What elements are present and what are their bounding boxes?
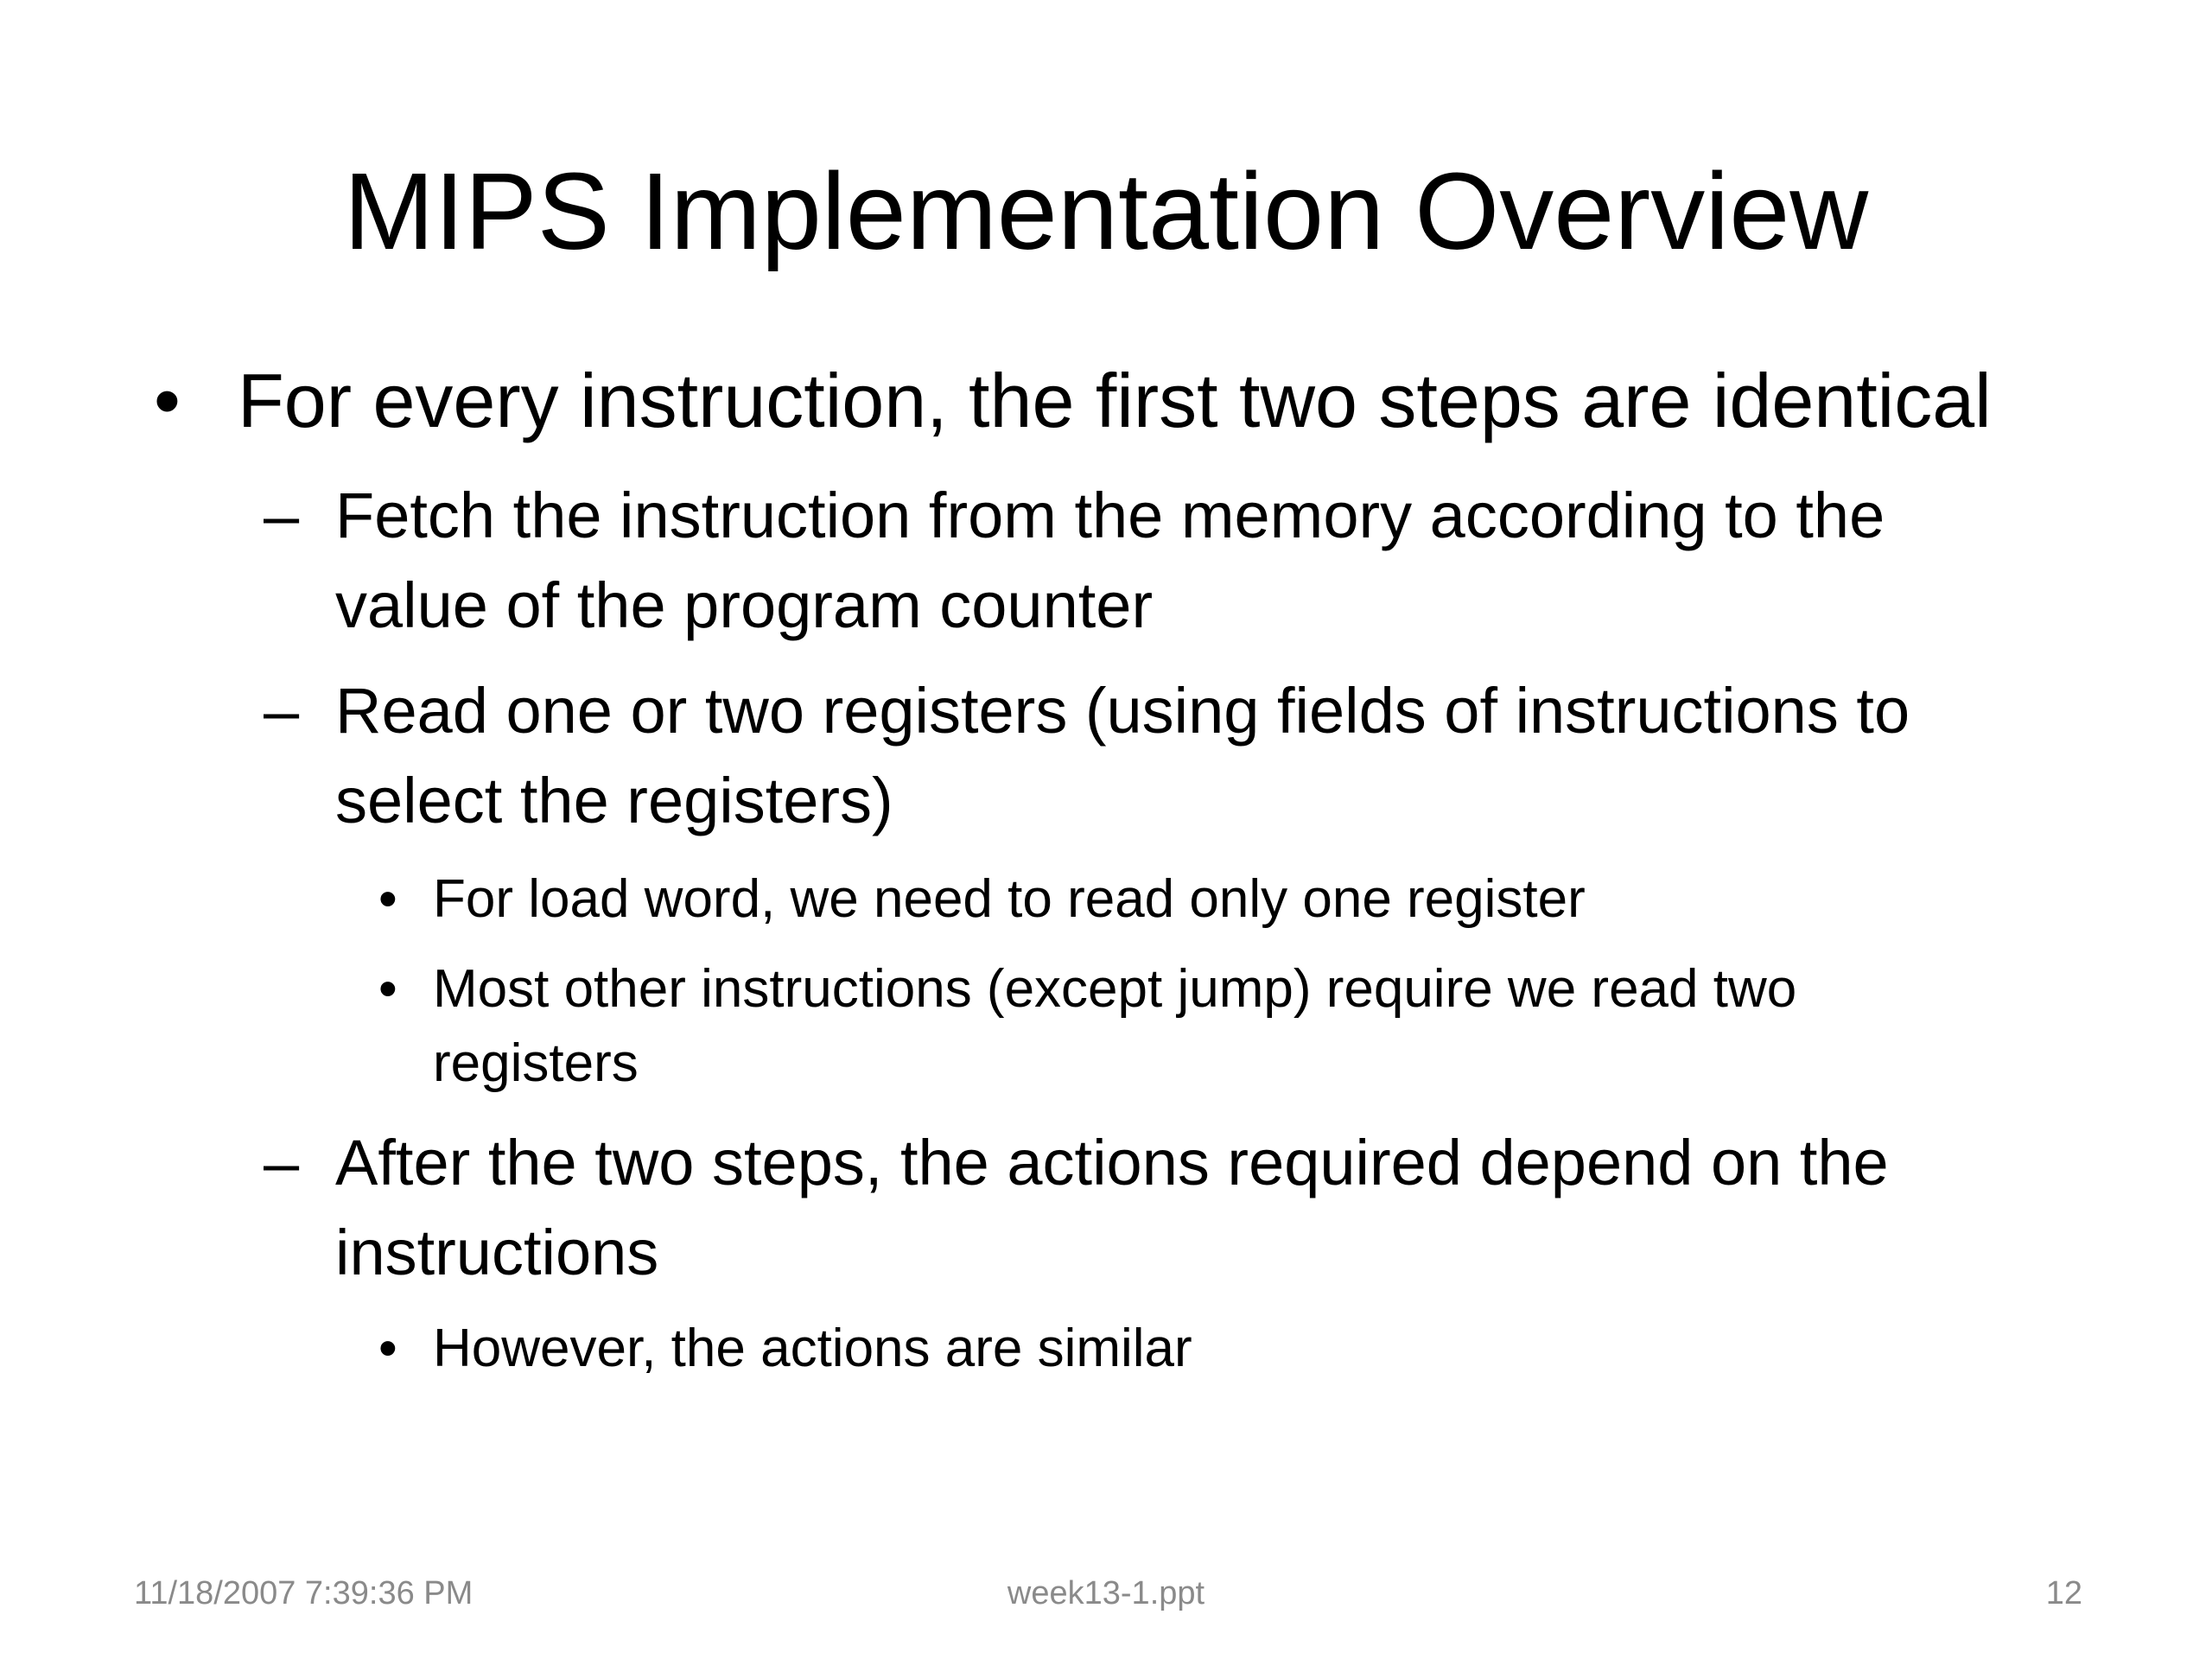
bullet-text: However, the actions are similar xyxy=(433,1319,1192,1378)
bullet-text: For load word, we need to read only one register xyxy=(433,869,1586,929)
bullet-marker: – xyxy=(264,675,300,747)
footer-filename: week13-1.ppt xyxy=(1007,1575,1205,1611)
bullet-text-line-2: instructions xyxy=(335,1217,659,1288)
bullet-marker: • xyxy=(154,358,181,443)
bullet-marker: • xyxy=(378,1319,397,1378)
bullet-text-line-2: select the registers) xyxy=(335,765,893,836)
bullet-text-line-1: After the two steps, the actions required depend on the xyxy=(335,1127,1889,1198)
bullet-text-line-1: Most other instructions (except jump) require we read two xyxy=(433,959,1797,1019)
bullet-text: For every instruction, the first two steps are identical xyxy=(238,358,1992,443)
bullet-text-line-1: Fetch the instruction from the memory according to the xyxy=(335,480,1885,551)
bullet-marker: – xyxy=(264,1127,300,1198)
bullet-text-line-2: value of the program counter xyxy=(335,569,1154,641)
bullet-marker: • xyxy=(378,959,397,1019)
bullet-marker: • xyxy=(378,869,397,929)
bullet-marker: – xyxy=(264,480,300,551)
footer-page-number: 12 xyxy=(2045,1575,2082,1611)
footer-date: 11/18/2007 7:39:36 PM xyxy=(134,1575,474,1611)
bullet-text-line-2: registers xyxy=(433,1033,639,1093)
bullet-text-line-1: Read one or two registers (using fields of instructions to xyxy=(335,675,1910,747)
slide-title: MIPS Implementation Overview xyxy=(343,150,1869,272)
